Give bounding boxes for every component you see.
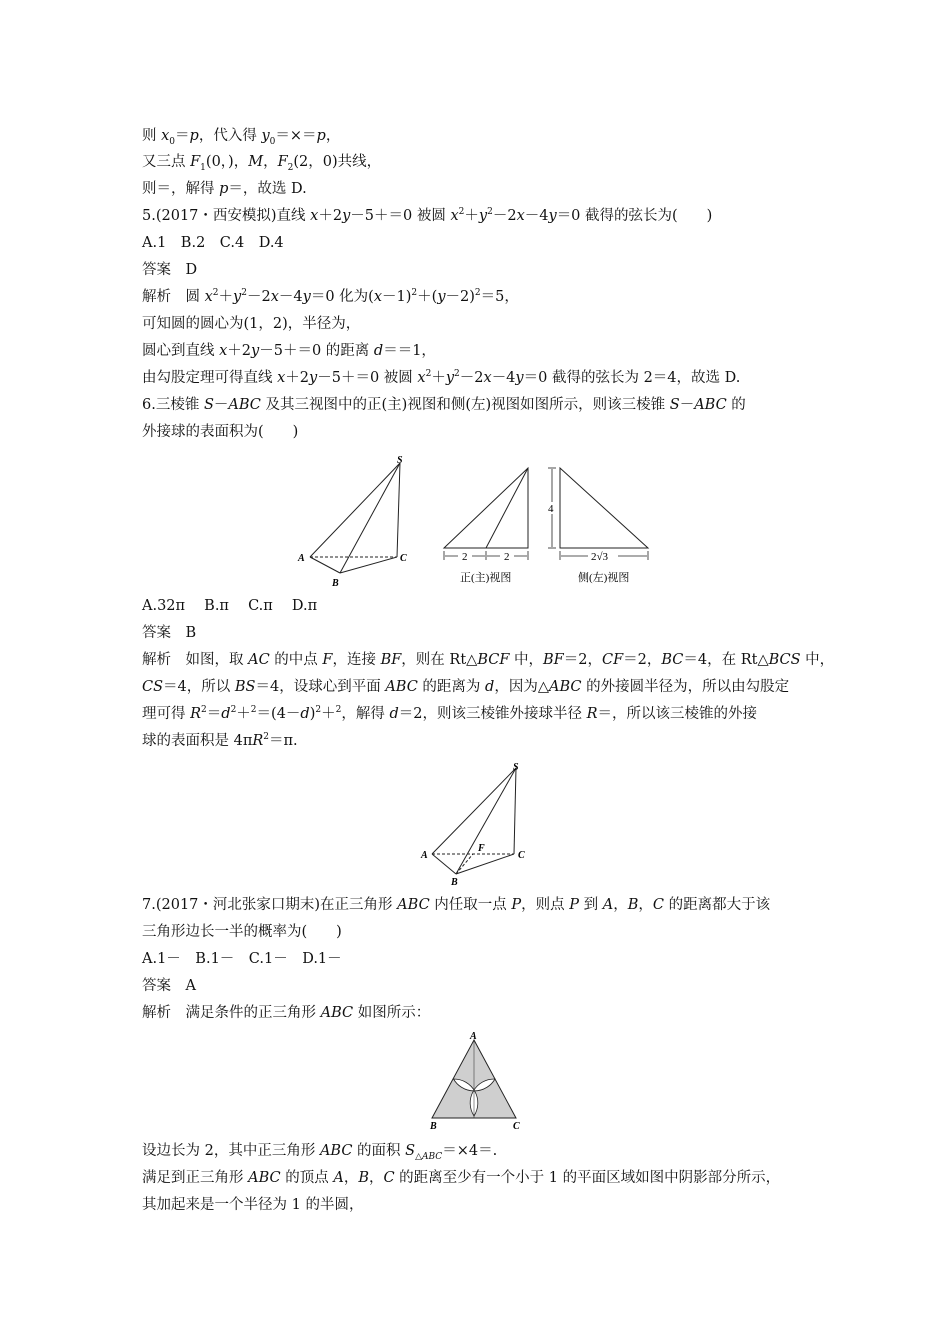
front-dim-left: 2 xyxy=(462,551,468,563)
text-line-24: 设边长为 2，其中正三角形 ABC 的面积 $S_{\triangle ABC}=\times 4=$. xyxy=(142,1143,498,1162)
side-dim-height: 4 xyxy=(548,503,554,515)
text-line-10: 由勾股定理可得直线 x＋2y－5＋＝0 被圆 $x^2+y^2-2x-4y=0$ 截得的弦长为 2＝4，故选 D. xyxy=(142,369,741,386)
text-line-13: A.32π B.π C.π D.π xyxy=(142,598,318,614)
front-dim-right: 2 xyxy=(504,551,510,563)
label-s: S xyxy=(397,455,403,466)
text-line-7: 解析 圆 $x^2+y^2-2x-4y=0$ 化为$(x-1)^2+(y-2)^2=5$， xyxy=(142,288,519,305)
text-line-3: 则＝，解得 p＝，故选 D. xyxy=(142,181,307,197)
triangle-shaded-figure xyxy=(428,1030,528,1135)
text-line-20: 三角形边长一半的概率为( ) xyxy=(142,924,342,940)
text-line-8: 可知圆的圆心为(1，2)，半径为， xyxy=(142,316,361,332)
front-view-caption: 正(主)视图 xyxy=(460,572,512,584)
text-line-19: 7.(2017・河北张家口期末)在正三角形 ABC 内任取一点 P，则点 P 到 A，B，C 的距离都大于该 xyxy=(142,897,771,913)
label-c2: C xyxy=(518,850,525,861)
label-a: A xyxy=(298,553,305,564)
label-b3: B xyxy=(430,1121,437,1132)
text-line-9: 圆心到直线 x＋2y－5＋＝0 的距离 d＝＝1， xyxy=(142,343,436,359)
label-c: C xyxy=(400,553,407,564)
text-line-21: A.1－ B.1－ C.1－ D.1－ xyxy=(142,951,342,967)
label-a2: A xyxy=(421,850,428,861)
text-line-12: 外接球的表面积为( ) xyxy=(142,424,299,440)
text-line-14: 答案 B xyxy=(142,625,197,641)
text-line-17: 理可得 $R^2=d^2+^2=(4-d)^2+^2$，解得 d＝2，则该三棱锥外接球半径 R＝，所以该三棱锥的外接 xyxy=(142,705,758,722)
label-s2: S xyxy=(513,762,519,773)
text-line-6: 答案 D xyxy=(142,262,198,278)
pyramid-midpoint-figure xyxy=(418,758,538,888)
text-line-15: 解析 如图，取 AC 的中点 F，连接 BF，则在 Rt△BCF 中，BF＝2，CF＝2，BC＝4，在 Rt△BCS 中， xyxy=(142,652,835,668)
pyramid-figure xyxy=(292,455,432,590)
text-line-18: 球的表面积是 $4\pi R^2=\pi$. xyxy=(142,732,298,749)
text-line-26: 其加起来是一个半径为 1 的半圆， xyxy=(142,1197,364,1213)
text-line-25: 满足到正三角形 ABC 的顶点 A，B，C 的距离至少有一个小于 1 的平面区域如图中阴影部分所示， xyxy=(142,1170,781,1186)
side-view-figure xyxy=(540,460,660,590)
text-line-23: 解析 满足条件的正三角形 ABC 如图所示： xyxy=(142,1005,431,1021)
text-line-2: 又三点 $F_1(0$，)，M，$F_2(2$，0)共线， xyxy=(142,154,382,173)
label-c3: C xyxy=(513,1121,520,1132)
label-b2: B xyxy=(451,877,458,888)
text-line-4: 5.(2017・西安模拟)直线 x＋2y－5＋＝0 被圆 $x^2+y^2-2x-4y=0$ 截得的弦长为( ) xyxy=(142,207,713,224)
text-line-16: CS＝4，所以 BS＝4，设球心到平面 ABC 的距离为 d，因为△ABC 的外接圆半径为，所以由勾股定 xyxy=(142,679,790,695)
side-dim-base: 2√3 xyxy=(591,551,609,563)
label-f2: F xyxy=(478,843,485,854)
text-line-1: 则 $x_0=p$，代入得 $y_0=\times=p$， xyxy=(142,128,341,147)
label-b: B xyxy=(332,578,339,589)
text-line-22: 答案 A xyxy=(142,978,196,994)
text-line-5: A.1 B.2 C.4 D.4 xyxy=(142,235,284,251)
label-a3: A xyxy=(470,1031,477,1042)
side-view-caption: 侧(左)视图 xyxy=(578,572,630,584)
text-line-11: 6.三棱锥 S－ABC 及其三视图中的正(主)视图和侧(左)视图如图所示，则该三棱锥 S－ABC 的 xyxy=(142,397,746,413)
